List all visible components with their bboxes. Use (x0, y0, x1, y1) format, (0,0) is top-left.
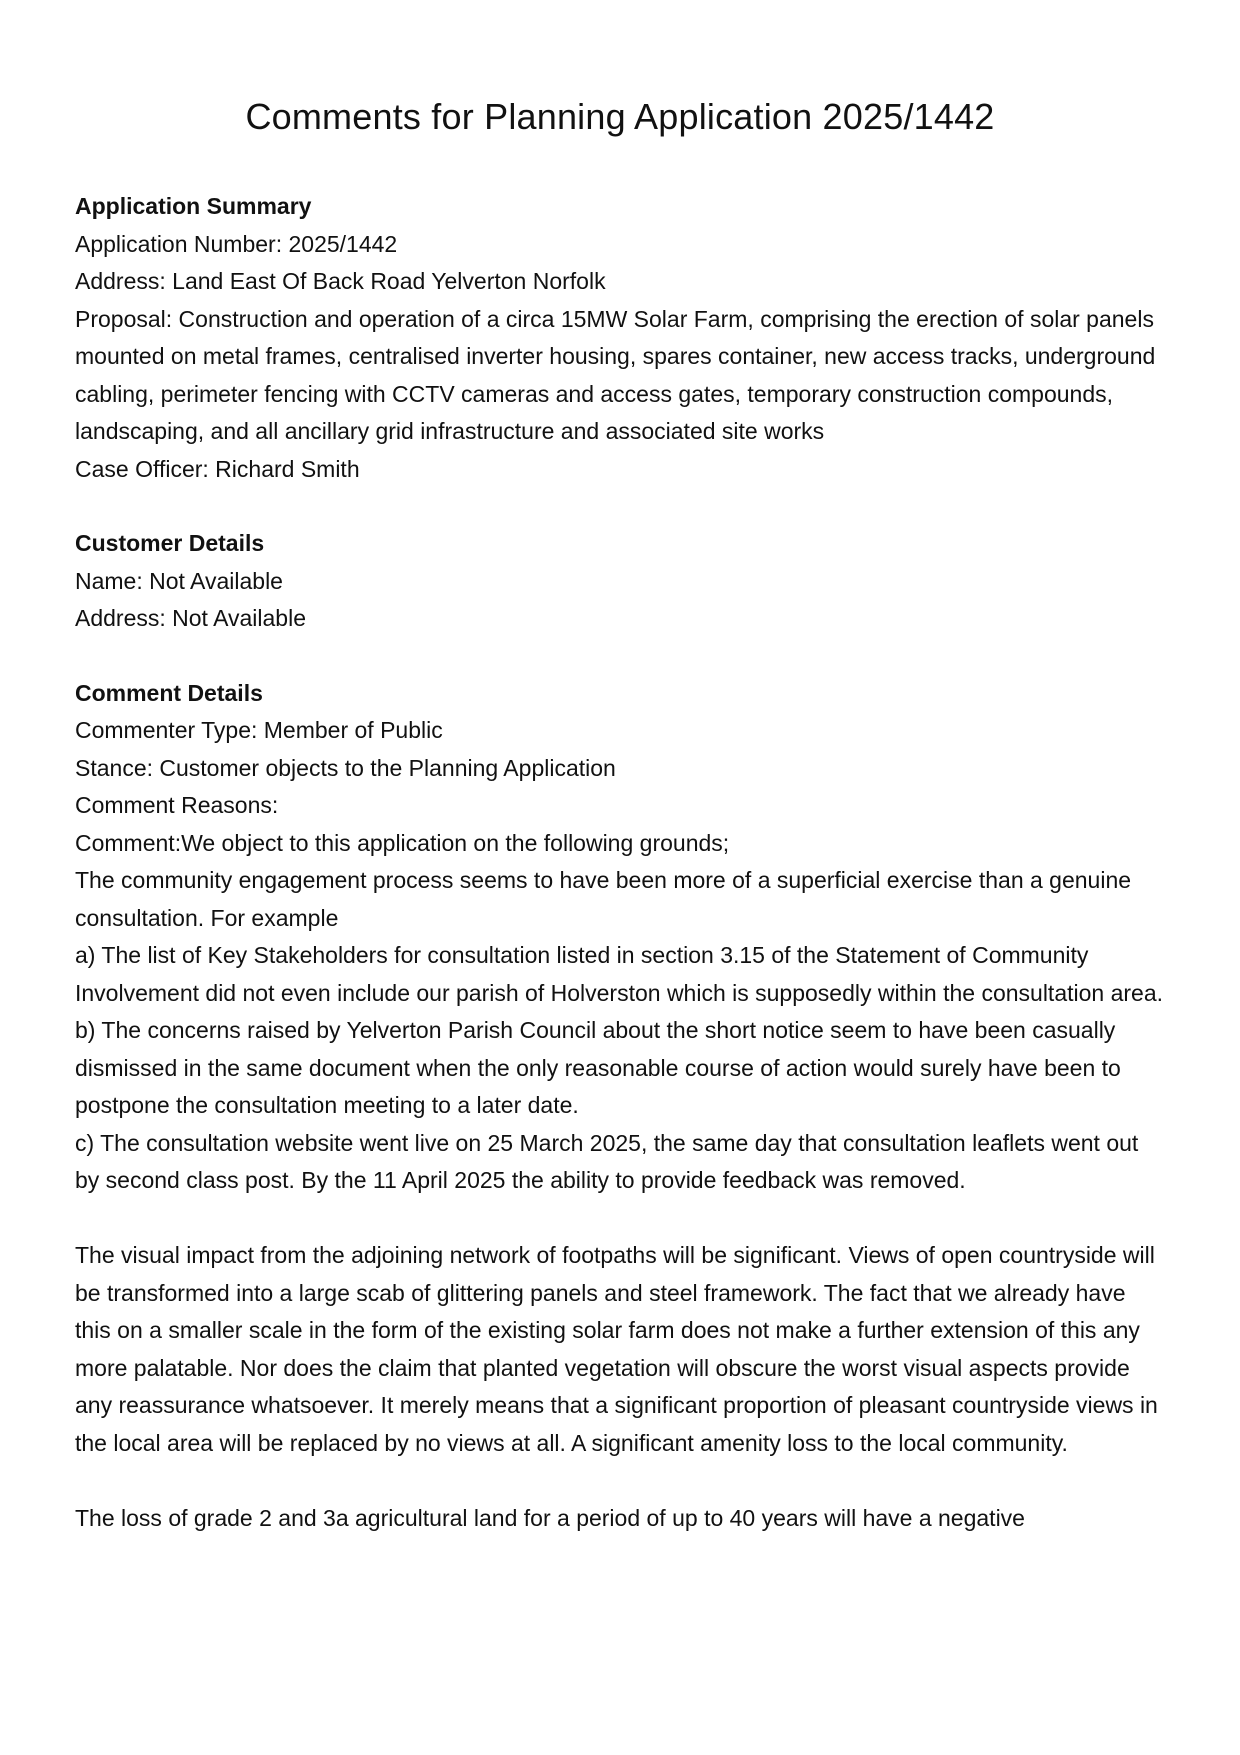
comment-intro: Comment:We object to this application on the following grounds; (75, 829, 730, 856)
application-address: Address: Land East Of Back Road Yelverton Norfolk (75, 268, 606, 294)
application-summary-section (75, 188, 1165, 488)
comment-paragraph-visual: The visual impact from the adjoining network of footpaths will be significant. Views of open countryside will be transformed into a large scab of glittering panels and steel framework. The fact that we already have this on a smaller scale in the form of the existing solar farm does not make a further extension of this any more palatable. Nor does the claim that planted vegetation will obscure the worst visual aspects provide any reassurance whatsoever. It merely means that a significant proportion of pleasant countryside views in the local area will be replaced by no views at all. A significant amenity loss to the local community. (75, 1242, 1158, 1456)
comment-paragraph-a: a) The list of Key Stakeholders for consultation listed in section 3.15 of the Statement of Community Involvement did not even include our parish of Holverston which is supposedly within the consultation area. (75, 942, 1164, 1006)
comment-paragraph-engagement: The community engagement process seems to have been more of a superficial exercise than a genuine consultation. For example (75, 867, 1132, 931)
customer-details-heading: Customer Details (75, 530, 265, 556)
document-title: Comments for Planning Application 2025/1442 (245, 96, 995, 137)
customer-details-section (75, 525, 1165, 638)
application-summary-heading: Application Summary (75, 193, 312, 219)
comment-paragraph-b: b) The concerns raised by Yelverton Parish Council about the short notice seem to have been casually dismissed in the same document when the only reasonable course of action would surely have been to postpone the consultation meeting to a later date. (75, 1017, 1121, 1118)
case-officer: Case Officer: Richard Smith (75, 455, 360, 482)
application-proposal: Proposal: Construction and operation of a circa 15MW Solar Farm, comprising the erection of solar panels mounted on metal frames, centralised inverter housing, spares container, new access tracks, underground cabling, perimeter fencing with CCTV cameras and access gates, temporary construction compounds, landscaping, and all ancillary grid infrastructure and associated site works (75, 305, 1156, 444)
application-number: Application Number: 2025/1442 (75, 230, 398, 257)
comment-details-heading: Comment Details (75, 679, 263, 706)
commenter-type: Commenter Type: Member of Public (75, 717, 443, 743)
comment-details-section (75, 675, 1165, 1538)
comment-reasons: Comment Reasons: (75, 792, 279, 818)
customer-address: Address: Not Available (75, 605, 306, 631)
customer-name: Name: Not Available (75, 567, 283, 594)
comment-paragraph-land: The loss of grade 2 and 3a agricultural land for a period of up to 40 years will have a negative (75, 1504, 1025, 1531)
comment-paragraph-c: c) The consultation website went live on 25 March 2025, the same day that consultation leaflets went out by second class post. By the 11 April 2025 the ability to provide feedback was removed. (75, 1129, 1139, 1193)
stance: Stance: Customer objects to the Planning Application (75, 754, 616, 781)
